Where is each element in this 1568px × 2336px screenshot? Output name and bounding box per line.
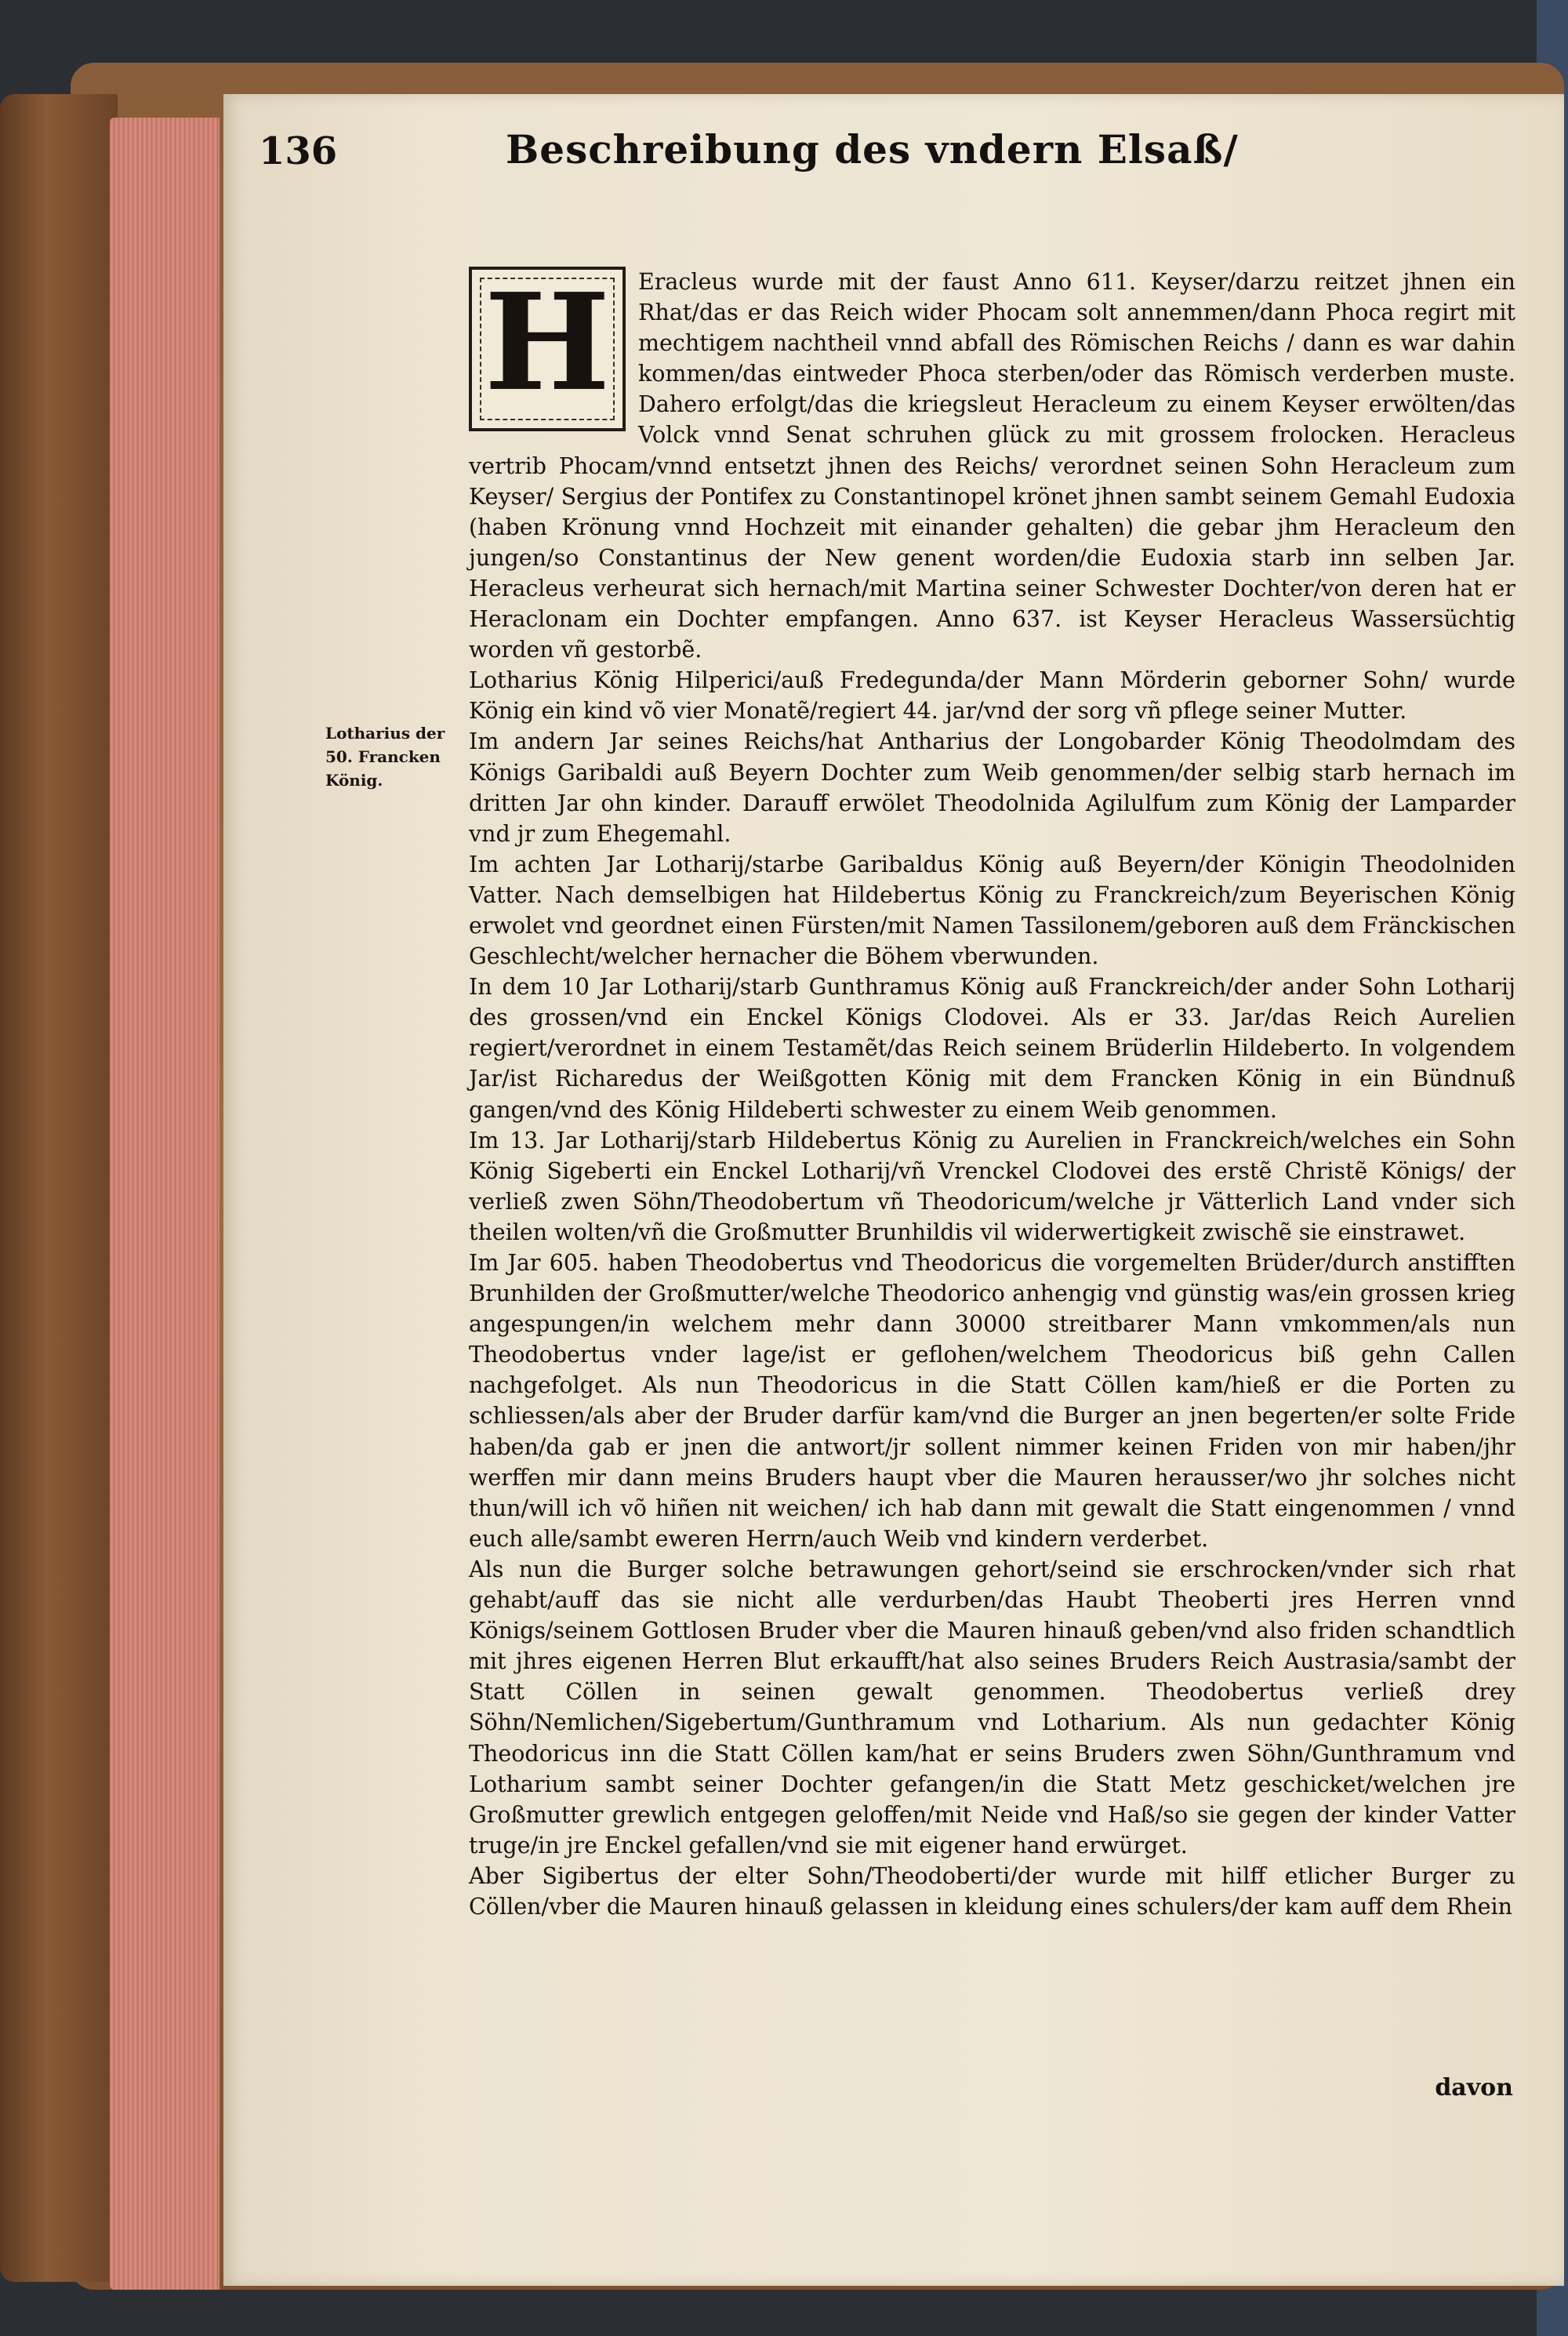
book-spine (0, 94, 118, 2282)
paragraph-5: In dem 10 Jar Lotharij/starb Gunthramus König auß Franckreich/der ander Sohn Lotharij des grossen/vnd ein Enckel Königs Clodovei. Als er 33. Jar/das Reich Aurelien regiert/verordnet in einem Testamẽt/das Reich seinem Brüderlin Hildeberto. In volgendem Jar/ist Richaredus der Weißgotten König mit dem Francken König in ein Bündnuß gangen/vnd des König Hildeberti schwester zu einem Weib genommen. (469, 974, 1515, 1123)
paragraph-4: Im achten Jar Lotharij/starbe Garibaldus König auß Beyern/der Königin Theodolniden Vatter. Nach demselbigen hat Hildebertus König zu Franckreich/zum Beyerischen König erwolet vnd geordnet einen Fürsten/mit Namen Tassilonem/geboren auß dem Fränckischen Geschlecht/welcher hernacher die Böhem vberwunden. (469, 851, 1515, 970)
page-edges (110, 118, 220, 2290)
paragraph-6: Im 13. Jar Lotharij/starb Hildebertus König zu Aurelien in Franckreich/welches ein Sohn König Sigeberti ein Enckel Lotharij/vñ Vrenckel Clodovei des erstẽ Christẽ Königs/ der verließ zwen Söhn/Theodobertum vñ Theodoricum/welche jr Vätterlich Land vnder sich theilen wolten/vñ die Großmutter Brunhildis vil widerwertigkeit zwischẽ sie einstrawet. (469, 1127, 1515, 1245)
catchword: davon (1435, 2074, 1513, 2102)
paragraph-8: Als nun die Burger solche betrawungen gehort/seind sie erschrocken/vnder sich rhat gehabt/auff das sie nicht alle verdurben/das Haubt Theoberti jres Herren vnnd Königs/seinem Gottlosen Bruder vber die Mauren hinauß geben/vnd also friden schandtlich mit jhres eigenen Herren Blut erkaufft/hat also seines Bruders Reich Austrasia/sambt der Statt Cöllen in seinen gewalt genommen. Theodobertus verließ drey Söhn/Nemlichen/Sigebertum/Gunthramum vnd Lotharium. Als nun gedachter König Theodoricus inn die Statt Cöllen kam/hat er seins Bruders zwen Söhn/Gunthramum vnd Lotharium sambt seiner Dochter gefangen/in die Statt Metz geschicket/welchen jre Großmutter grewlich entgegen geloffen/mit Neide vnd Haß/so sie gegen der kinder Vatter truge/in jre Enckel gefallen/vnd sie mit eigener hand erwürget. (469, 1556, 1515, 1858)
initial-letter: H (484, 264, 611, 421)
page-header (259, 126, 1356, 176)
paragraph-7: Im Jar 605. haben Theodobertus vnd Theodoricus die vorgemelten Brüder/durch anstifften Brunhilden der Großmutter/welche Theodorico anhengig vnd günstig was/ein grossen krieg angespungen/in welchem mehr dann 30000 streitbarer Mann vmkommen/als nun Theodobertus vnder lage/ist er geflohen/welchem Theodoricus biß gehn Callen nachgefolget. Als nun Theodoricus in die Statt Cöllen kam/hieß er die Porten zu schliessen/als aber der Bruder darfür kam/vnd die Burger an jnen begerten/er solte Fride haben/da gab er jnen die antwort/jr sollent nimmer keinen Friden von mir haben/jhr werffen mir dann meins Bruders haupt vber die Mauren herausser/wo jhr solches nicht thun/will ich võ hiñen nit weichen/ ich hab dann mit gewalt die Statt eingenommen / vnnd euch alle/sambt eweren Herrn/auch Weib vnd kindern verderbet. (469, 1250, 1515, 1552)
paragraph-1: Eracleus wurde mit der faust Anno 611. Keyser/darzu reitzet jhnen ein Rhat/das er das Reich wider Phocam solt annemmen/dann Phoca regirt mit mechtigem nachtheil vnnd abfall des Römischen Reichs / dann es war dahin kommen/das eintweder Phoca sterben/oder das Römisch verderben muste. Dahero erfolgt/das die kriegsleut Heracleum zu einem Keyser erwölten/das Volck vnnd Senat schruhen glück zu mit grossem frolocken. Heracleus vertrib Phocam/vnnd entsetzt jhnen des Reichs/ verordnet seinen Sohn Heracleum zum Keyser/ Sergius der Pontifex zu Constantinopel krönet jhnen sambt seinem Gemahl Eudoxia (haben Krönung vnnd Hochzeit mit einander gehalten) die gebar jhm Heracleum den jungen/so Constantinus der New genent worden/die Eudoxia starb inn selben Jar. Heracleus verheurat sich hernach/mit Martina seiner Schwester Dochter/von deren hat er Heraclonam ein Dochter empfangen. Anno 637. ist Keyser Heracleus Wassersüchtig worden vñ gestorbẽ. (469, 269, 1515, 663)
page-number: 136 (259, 129, 338, 173)
paragraph-2: Lotharius König Hilperici/auß Fredegunda/der Mann Mörderin geborner Sohn/ wurde König ein kind võ vier Monatẽ/regiert 44. jar/vnd der sorg vñ pflege seiner Mutter. (469, 667, 1515, 725)
body-text (469, 264, 1515, 1922)
decorated-initial (469, 264, 626, 431)
paragraph-3: Im andern Jar seines Reichs/hat Antharius der Longobarder König Theodolmdam des Königs Garibaldi auß Beyern Dochter zum Weib genommen/der selbig starb hernach im dritten Jar ohn kinder. Darauff erwölet Theodolnida Agilulfum zum König der Lamparder vnd jr zum Ehegemahl. (469, 728, 1515, 847)
paragraph-9: Aber Sigibertus der elter Sohn/Theodoberti/der wurde mit hilff etlicher Burger zu Cöllen/vber die Mauren hinauß gelassen in kleidung eines schulers/der kam auff dem Rhein (469, 1862, 1515, 1920)
marginal-note: Lotharius der 50. Francken König. (325, 724, 445, 790)
running-title: Beschreibung des vndern Elsaß/ (506, 126, 1239, 173)
